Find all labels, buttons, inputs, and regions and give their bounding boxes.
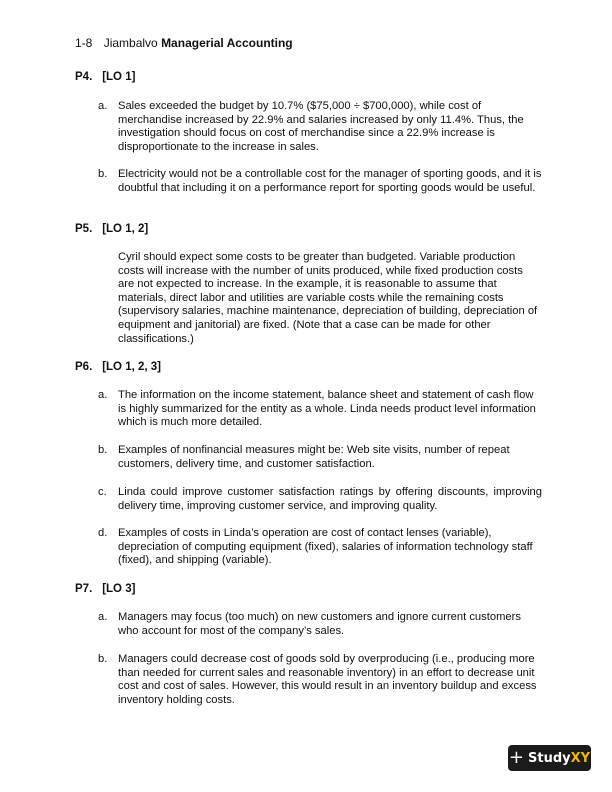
brand-name: Study — [528, 750, 571, 766]
page-number: 1-8 — [75, 36, 93, 50]
list-item — [98, 100, 542, 154]
problem-id: P5. — [75, 223, 93, 235]
book-title: Managerial Accounting — [161, 36, 293, 50]
page-header — [75, 36, 293, 50]
list-item — [98, 527, 542, 568]
list-item — [98, 611, 542, 638]
plus-icon: + — [508, 747, 525, 768]
item-letter: a. — [98, 100, 108, 112]
problem-heading-p7 — [75, 583, 135, 595]
brand-name-accent: XY — [570, 750, 591, 766]
paragraph: Cyril should expect some costs to be greater than budgeted. Variable production costs will increase with the number of units produced, while fixed production costs are not expected to increase. In the example, it is reasonable to assume that materials, direct labor and utilities are variable costs while the remaining costs (supervisory salaries, machine maintenance, depreciation of building, depreciation of equipment and janitorial) are fixed. (Note that a case can be made for other classifications.) — [118, 251, 538, 345]
problem-id: P4. — [75, 71, 93, 83]
item-letter: c. — [98, 486, 107, 498]
problem-heading-p5 — [75, 223, 148, 235]
item-letter: a. — [98, 611, 108, 623]
list-item — [98, 168, 542, 195]
problem-lo: [LO 3] — [102, 583, 136, 595]
item-text: Managers could decrease cost of goods sold by overproducing (i.e., producing more than needed for current sales and reasonable inventory) in an effort to decrease unit cost and cost of sales. However, this would result in an inventory buildup and excess inventory holding costs. — [118, 653, 537, 706]
item-text: Managers may focus (too much) on new customers and ignore current customers who account for most of the company’s sales. — [118, 611, 521, 637]
item-text: Sales exceeded the budget by 10.7% ($75,000 ÷ $700,000), while cost of merchandise increased by 22.9% and salaries increased by only 11.4%. Thus, the investigation should focus on cost of merchandise since a 22.9% increase is disproportionate to the increase in sales. — [118, 100, 524, 153]
item-letter: b. — [98, 168, 108, 180]
item-text: The information on the income statement, balance sheet and statement of cash flow is highly summarized for the entity as a whole. Linda needs product level information which is much more detailed. — [118, 389, 536, 429]
item-text: Examples of nonfinancial measures might be: Web site visits, number of repeat customers, delivery time, and customer satisfaction. — [118, 444, 510, 470]
problem-id: P6. — [75, 361, 93, 373]
problem-lo: [LO 1] — [102, 71, 136, 83]
item-letter: b. — [98, 653, 108, 665]
list-item — [98, 444, 542, 471]
item-text: Electricity would not be a controllable cost for the manager of sporting goods, and it is doubtful that including it on a performance report for sporting goods would be useful. — [118, 168, 542, 194]
item-letter: d. — [98, 527, 108, 539]
problem-id: P7. — [75, 583, 93, 595]
list-item — [98, 486, 542, 513]
item-letter: a. — [98, 389, 108, 401]
item-text: Linda could improve customer satisfaction ratings by offering discounts, improving delivery time, improving customer service, and improving quality. — [118, 486, 542, 512]
author: Jiambalvo — [103, 36, 158, 50]
problem-lo: [LO 1, 2] — [102, 223, 149, 235]
item-letter: b. — [98, 444, 108, 456]
problem-lo: [LO 1, 2, 3] — [102, 361, 161, 373]
list-item — [98, 653, 542, 707]
studyxy-logo[interactable] — [508, 745, 591, 771]
list-item — [98, 389, 542, 430]
problem-heading-p6 — [75, 361, 161, 373]
item-text: Examples of costs in Linda’s operation are cost of contact lenses (variable), depreciation of computing equipment (fixed), salaries of information technology staff (fixed), and shipping (variable). — [118, 527, 533, 567]
problem-heading-p4 — [75, 71, 135, 83]
